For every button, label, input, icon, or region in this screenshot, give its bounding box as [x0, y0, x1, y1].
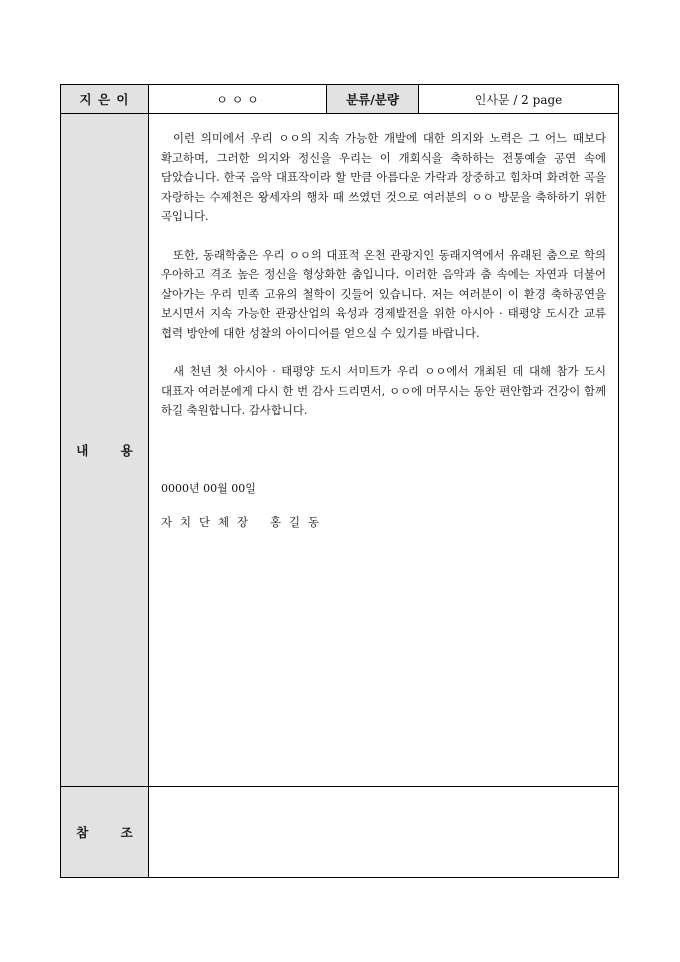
signature-line: [161, 513, 606, 533]
category-value: 인사문 / 2 page: [419, 85, 619, 114]
category-label: 분류/분량: [327, 85, 419, 114]
content-label-text: 내 용: [76, 443, 147, 458]
author-label: 지 은 이: [61, 85, 149, 114]
content-paragraph-2: 또한, 동래학춤은 우리 ㅇㅇ의 대표적 온천 관광지인 동래지역에서 유래된 춤으로 학의 우아하고 격조 높은 정신을 형상화한 춤입니다. 이러한 음악과 춤 속에는 자연과 더불어 살아가는 우리 민족 고유의 철학이 깃들어 있습니다. 저는 여러분이 이 환경 축하공연을 보시면서 지속 가능한 관광산업의 육성과 경제발전을 위한 아시아 · 태평양 도시간 교류 협력 방안에 대한 성찰의 아이디어를 얻으실 수 있기를 바랍니다.: [161, 247, 606, 340]
content-body: [149, 114, 619, 787]
author-value: ㅇ ㅇ ㅇ: [149, 85, 327, 114]
content-row: [61, 114, 619, 787]
content-label: [61, 114, 149, 787]
signer-name: 홍길동: [270, 515, 328, 529]
reference-label: [61, 787, 149, 878]
content-paragraph-3: 새 천년 첫 아시아 · 태평양 도시 서미트가 우리 ㅇㅇ에서 개최된 데 대해 참가 도시 대표자 여러분에게 다시 한 번 감사 드리면서, ㅇㅇ에 머무시는 동안 편안함과 건강이 함께 하길 축원합니다. 감사합니다.: [161, 364, 606, 417]
content-paragraph-1: 이런 의미에서 우리 ㅇㅇ의 지속 가능한 개발에 대한 의지와 노력은 그 어느 때보다 확고하며, 그러한 의지와 정신을 우리는 이 개회식을 축하하는 전통예술 공연 속에 담았습니다. 한국 음악 대표작이라 할 만큼 아름다운 가락과 장중하고 힘차며 화려한 곡을 자랑하는 수제천은 왕세자의 행차 때 쓰였던 것으로 여러분의 ㅇㅇ 방문을 축하하기 위한 곡입니다.: [161, 131, 606, 223]
reference-row: [61, 787, 619, 878]
document-form-table: [60, 84, 619, 878]
reference-label-text: 참 조: [76, 825, 147, 840]
document-date: 0000년 00월 00일: [161, 481, 256, 495]
signer-title: 자치단체장: [161, 515, 257, 529]
reference-value: [149, 787, 619, 878]
header-row: [61, 85, 619, 114]
